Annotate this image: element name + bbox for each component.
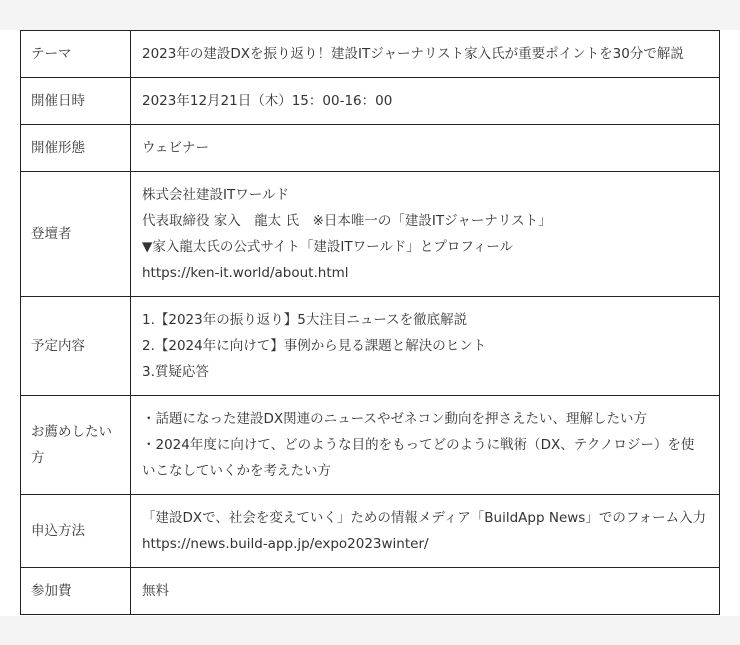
row-value-fee (131, 568, 720, 615)
row-label-speaker: 登壇者 (21, 172, 131, 297)
event-info-table (20, 30, 720, 615)
speaker-profile-link[interactable]: https://ken-it.world/about.html (142, 265, 349, 281)
theme-text: 2023年の建設DXを振り返り！建設ITジャーナリスト家入氏が重要ポイントを30分で解説 (142, 46, 684, 62)
audience-item: ・2024年度に向けて、どのような目的をもってどのように戦術（DX、テクノロジー）を使 (142, 437, 695, 453)
table-row-format (21, 125, 720, 172)
row-label-format: 開催形態 (21, 125, 131, 172)
table-row-fee (21, 568, 720, 615)
speaker-company: 株式会社建設ITワールド (142, 187, 289, 203)
table-row-agenda (21, 297, 720, 396)
audience-item-continued: いこなしていくかを考えたい方 (142, 463, 331, 479)
row-label-audience: お薦めしたい方 (21, 396, 131, 495)
table-row-datetime (21, 78, 720, 125)
row-label-datetime: 開催日時 (21, 78, 131, 125)
row-label-application: 申込方法 (21, 495, 131, 568)
table-row-audience (21, 396, 720, 495)
speaker-site-note: ▼家入龍太氏の公式サイト「建設ITワールド」とプロフィール (142, 239, 514, 255)
row-label-agenda: 予定内容 (21, 297, 131, 396)
speaker-name: 代表取締役 家入 龍太 氏 ※日本唯一の「建設ITジャーナリスト」 (142, 213, 552, 229)
row-value-theme (131, 31, 720, 78)
agenda-item: 2.【2024年に向けて】事例から見る課題と解決のヒント (142, 338, 487, 354)
datetime-text: 2023年12月21日（木）15：00-16：00 (142, 93, 393, 109)
row-value-format (131, 125, 720, 172)
row-value-agenda (131, 297, 720, 396)
application-link[interactable]: https://news.build-app.jp/expo2023winter/ (142, 536, 429, 552)
row-value-datetime (131, 78, 720, 125)
row-label-theme: テーマ (21, 31, 131, 78)
table-row-application (21, 495, 720, 568)
row-value-audience (131, 396, 720, 495)
row-value-application (131, 495, 720, 568)
row-label-fee: 参加費 (21, 568, 131, 615)
application-description: 「建設DXで、社会を変えていく」ための情報メディア「BuildApp News」でのフォーム入力 (142, 510, 707, 526)
row-value-speaker (131, 172, 720, 297)
event-info-page (0, 30, 740, 616)
format-text: ウェビナー (142, 140, 209, 156)
fee-text: 無料 (142, 583, 169, 599)
audience-item: ・話題になった建設DX関連のニュースやゼネコン動向を押さえたい、理解したい方 (142, 411, 647, 427)
agenda-item: 1.【2023年の振り返り】5大注目ニュースを徹底解説 (142, 312, 468, 328)
table-row-theme (21, 31, 720, 78)
agenda-item: 3.質疑応答 (142, 364, 209, 380)
table-row-speaker (21, 172, 720, 297)
